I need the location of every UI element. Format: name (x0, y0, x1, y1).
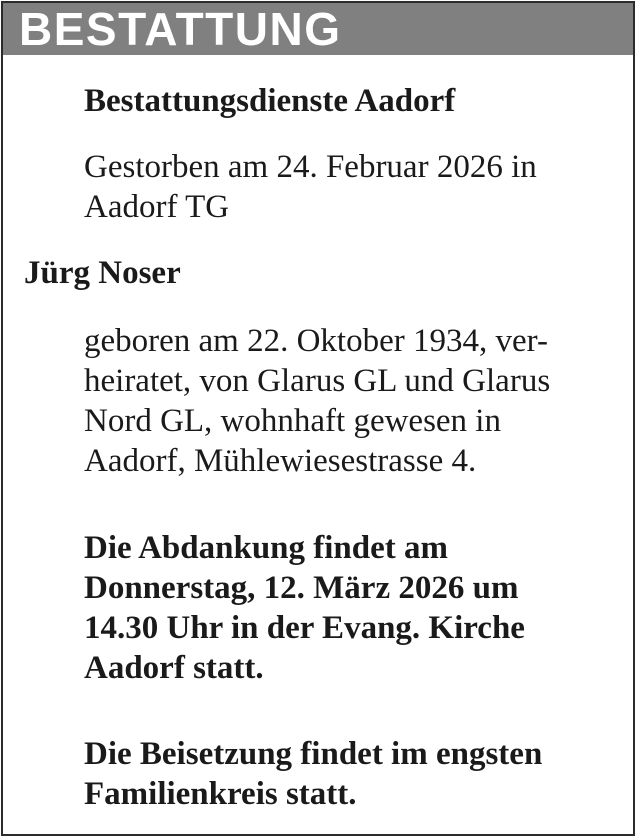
biography-line: Nord GL, wohnhaft gewesen in (84, 403, 501, 439)
biography-line: geboren am 22. Oktober 1934, ver- (84, 323, 548, 359)
burial-line: Die Beisetzung findet im engsten (84, 736, 543, 772)
burial-line: Familienkreis statt. (84, 776, 357, 812)
burial-info (84, 734, 542, 814)
date-of-death (84, 147, 537, 227)
date-of-death-line: Aadorf TG (84, 189, 230, 225)
biography-line: Aadorf, Mühlewiesestrasse 4. (84, 443, 477, 479)
biography-line: heiratet, von Glarus GL und Glarus (84, 363, 551, 399)
biography (84, 321, 550, 481)
section-title: BESTATTUNG (19, 3, 342, 55)
service-line: Donnerstag, 12. März 2026 um (84, 570, 519, 606)
service-line: 14.30 Uhr in der Evang. Kirche (84, 610, 525, 646)
deceased-name: Jürg Noser (24, 255, 181, 291)
death-notice (1, 1, 635, 836)
funeral-provider: Bestattungsdienste Aadorf (84, 83, 456, 119)
service-line: Die Abdankung findet am (84, 530, 449, 566)
date-of-death-line: Gestorben am 24. Februar 2026 in (84, 149, 537, 185)
header-band (3, 3, 633, 55)
service-line: Aadorf statt. (84, 650, 264, 686)
funeral-service-info (84, 528, 525, 688)
